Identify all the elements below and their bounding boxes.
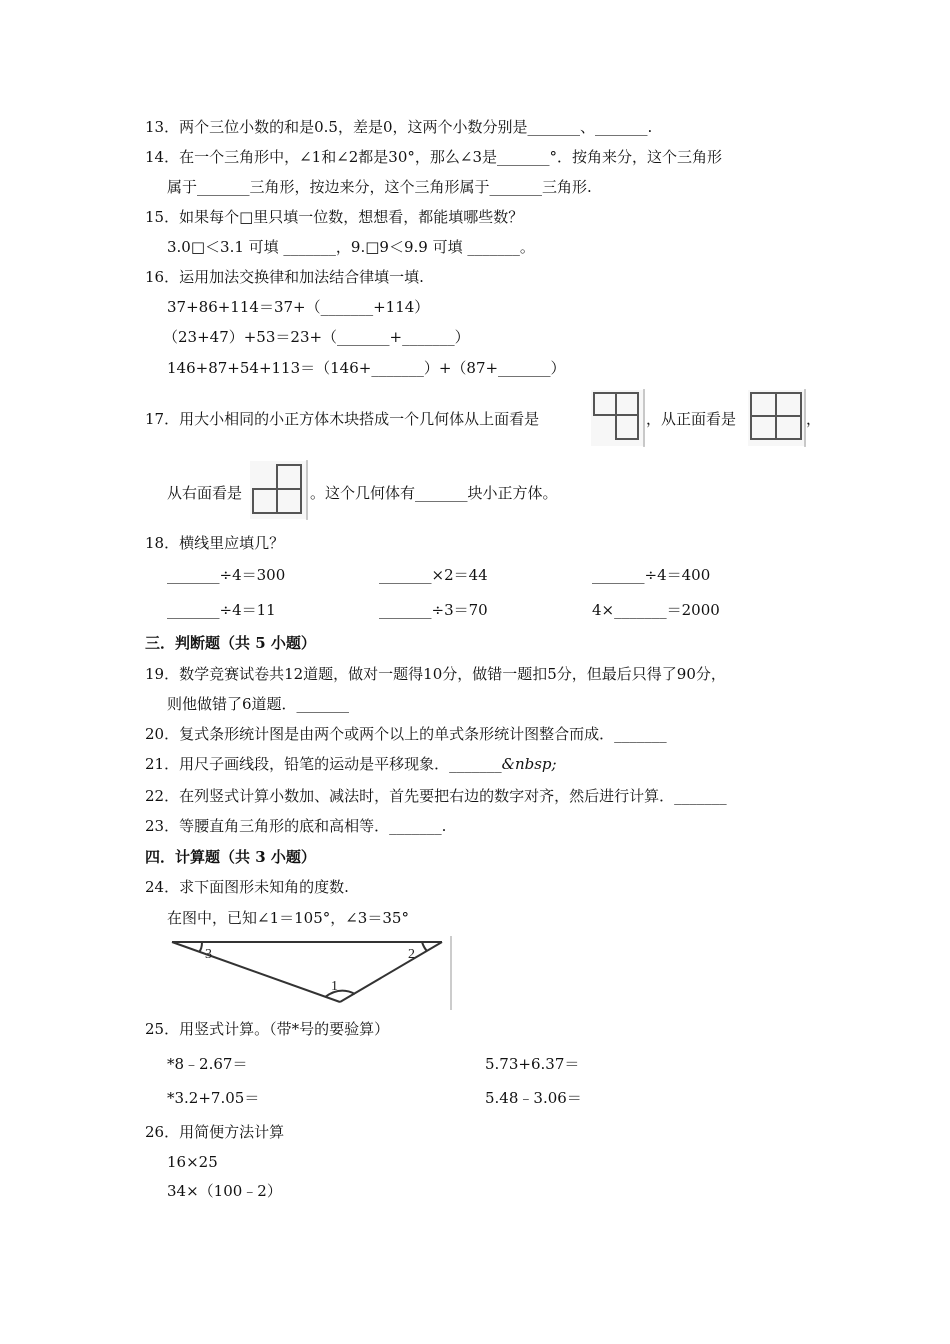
q18-r2c1: _______÷4＝11 xyxy=(167,601,276,619)
q26-title: 26．用简便方法计算 xyxy=(145,1123,285,1141)
q21-text xyxy=(145,754,557,774)
angle-3-label: 3 xyxy=(205,947,212,962)
angle-2-label: 2 xyxy=(408,947,415,962)
q24-line2: 在图中，已知∠1＝105°，∠3＝35° xyxy=(167,909,409,927)
section-4-heading: 四．计算题（共 3 小题） xyxy=(145,848,316,866)
q26-b: 34×（100﹣2） xyxy=(167,1182,282,1200)
q16-eq3: 146+87+54+113＝（146+_______）+（87+_______） xyxy=(167,359,566,377)
q25-title: 25．用竖式计算。（带*号的要验算） xyxy=(145,1020,390,1038)
q18-r1c1: _______÷4＝300 xyxy=(167,566,286,584)
q17-part1: 17．用大小相同的小正方体木块搭成一个几何体从上面看是 xyxy=(145,410,540,428)
q18-r1c3: _______÷4＝400 xyxy=(592,566,711,584)
q22-text: 22．在列竖式计算小数加、减法时，首先要把右边的数字对齐，然后进行计算．_______ xyxy=(145,787,727,805)
q20-text: 20．复式条形统计图是由两个或两个以上的单式条形统计图整合而成．_______ xyxy=(145,725,667,743)
q18-title: 18．横线里应填几？ xyxy=(145,534,285,552)
q14-line1: 14．在一个三角形中，∠1和∠2都是30°，那么∠3是_______°．按角来分，这个三角形 xyxy=(145,148,723,166)
triangle-figure xyxy=(166,936,456,1010)
right-view-figure xyxy=(249,460,309,520)
q18-r2c3: 4×_______＝2000 xyxy=(592,601,720,619)
q18-r1c2: _______×2＝44 xyxy=(379,566,488,584)
front-view-figure xyxy=(747,389,807,447)
top-view-figure xyxy=(590,389,646,447)
q16-eq1: 37+86+114＝37+（_______+114） xyxy=(167,298,430,316)
q21-tail: &nbsp; xyxy=(501,755,557,773)
q14-line2: 属于_______三角形，按边来分，这个三角形属于_______三角形. xyxy=(167,178,592,196)
q18-r2c2: _______÷3＝70 xyxy=(379,601,488,619)
q25-b: 5.73+6.37＝ xyxy=(485,1055,580,1073)
q15-line1: 15．如果每个□里只填一位数，想想看，都能填哪些数？ xyxy=(145,208,524,226)
q24-line1: 24．求下面图形未知角的度数. xyxy=(145,878,349,896)
q23-text: 23．等腰直角三角形的底和高相等．_______. xyxy=(145,817,447,835)
q17-part4: 从右面看是 xyxy=(167,484,243,502)
angle-1-label: 1 xyxy=(331,979,338,994)
q13-text: 13．两个三位小数的和是0.5，差是0，这两个小数分别是_______、_______. xyxy=(145,118,653,136)
q19-line2: 则他做错了6道题．_______ xyxy=(167,695,350,713)
q17-part5: 。这个几何体有_______块小正方体。 xyxy=(310,484,558,502)
q15-line2: 3.0□＜3.1 可填 _______，9.□9＜9.9 可填 _______。 xyxy=(167,238,535,256)
q19-line1: 19．数学竞赛试卷共12道题，做对一题得10分，做错一题扣5分，但最后只得了90分， xyxy=(145,665,726,683)
q17-part2: ，从正面看是 xyxy=(646,410,737,428)
section-3-heading: 三．判断题（共 5 小题） xyxy=(145,634,316,652)
q25-d: 5.48﹣3.06＝ xyxy=(485,1089,582,1107)
q26-a: 16×25 xyxy=(167,1153,218,1171)
q25-c: *3.2+7.05＝ xyxy=(167,1089,260,1107)
q21-body: 21．用尺子画线段，铅笔的运动是平移现象．_______ xyxy=(145,755,502,773)
q25-a: *8﹣2.67＝ xyxy=(167,1055,248,1073)
q16-eq2: （23+47）+53＝23+（_______+_______） xyxy=(163,328,470,346)
q16-line1: 16．运用加法交换律和加法结合律填一填. xyxy=(145,268,424,286)
q17-part3: ， xyxy=(806,410,822,428)
